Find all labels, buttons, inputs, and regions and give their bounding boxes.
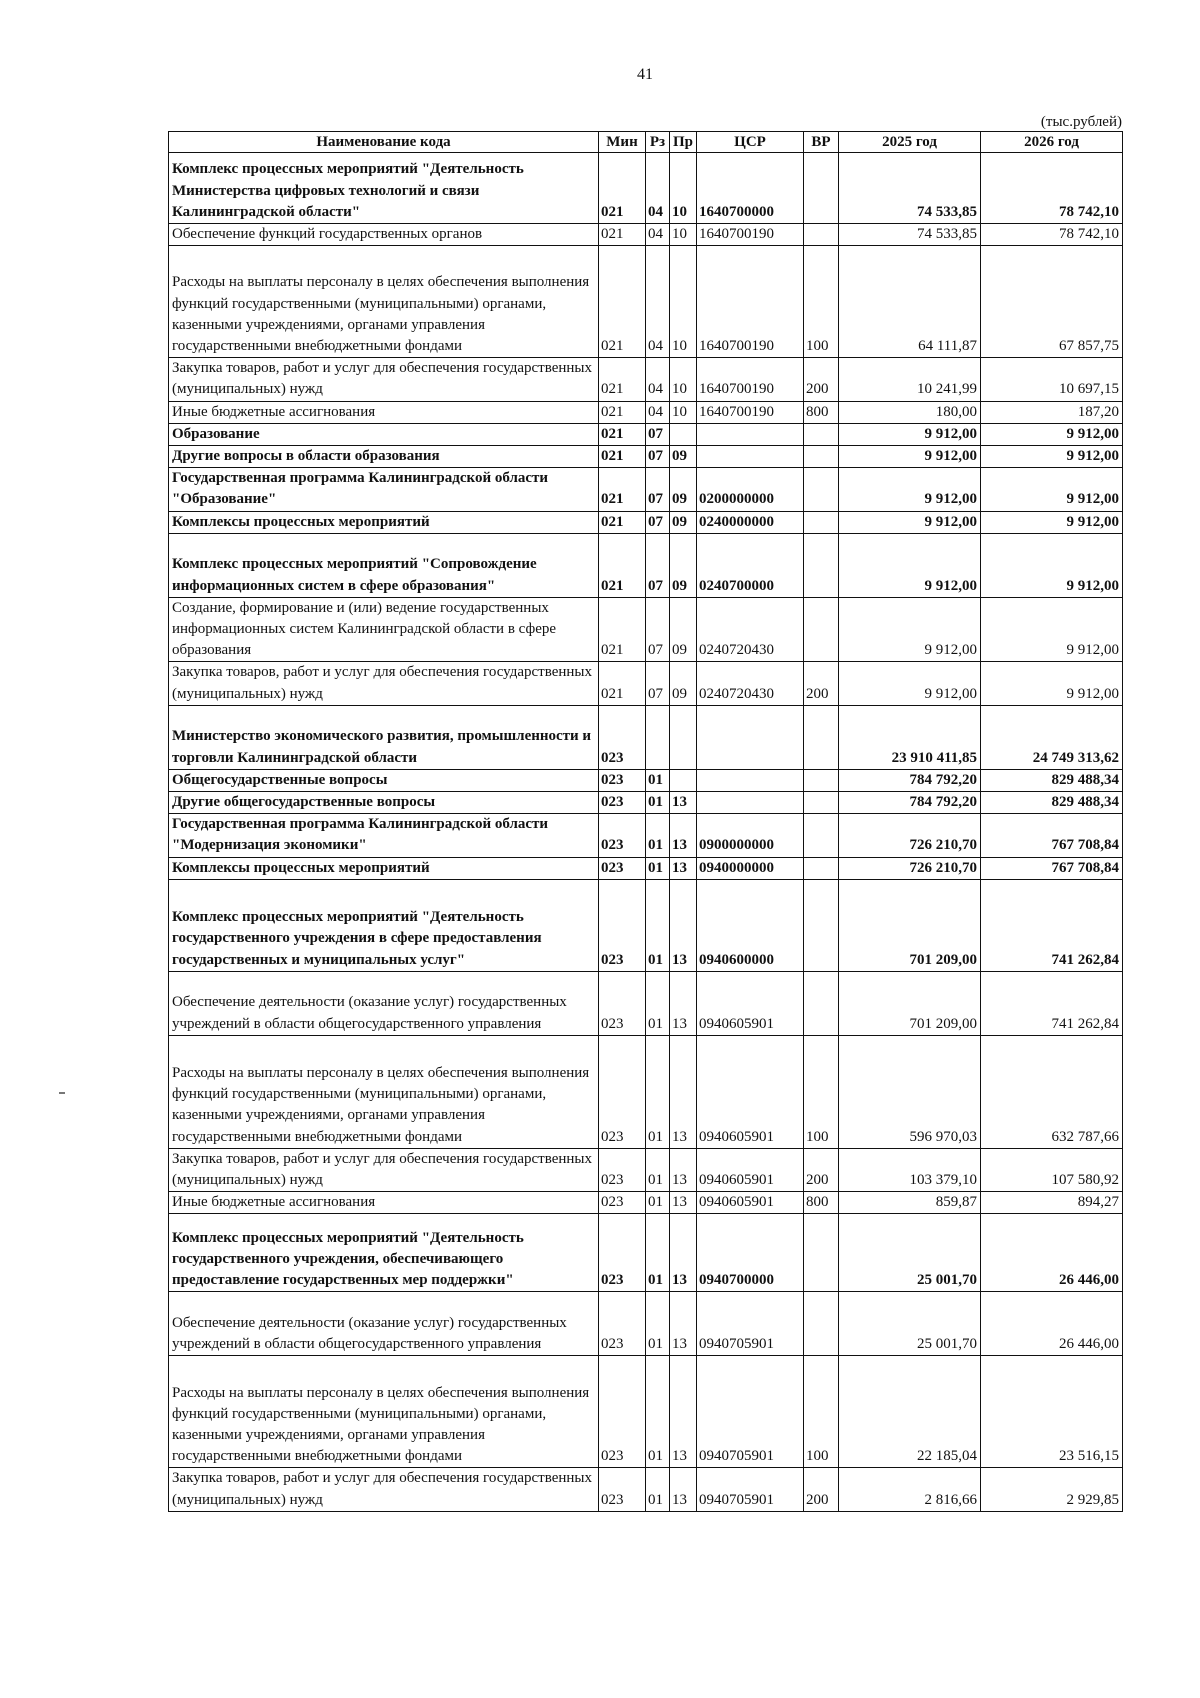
cell-min: 023 [599, 814, 646, 857]
cell-name: Образование [169, 423, 599, 445]
cell-min: 023 [599, 792, 646, 814]
cell-2026: 187,20 [981, 401, 1123, 423]
cell-csr [697, 423, 804, 445]
cell-min: 023 [599, 971, 646, 1035]
table-row [169, 1148, 1123, 1191]
cell-csr [697, 446, 804, 468]
cell-vr [804, 1214, 839, 1292]
cell-rz: 01 [646, 1192, 670, 1214]
cell-min: 021 [599, 153, 646, 224]
cell-rz: 04 [646, 401, 670, 423]
table-row [169, 446, 1123, 468]
cell-pr: 13 [670, 1148, 697, 1191]
cell-rz: 01 [646, 857, 670, 879]
cell-pr: 09 [670, 662, 697, 705]
table-row [169, 511, 1123, 533]
cell-pr: 09 [670, 511, 697, 533]
cell-vr [804, 224, 839, 246]
cell-name: Другие вопросы в области образования [169, 446, 599, 468]
cell-csr: 0200000000 [697, 468, 804, 511]
cell-min: 021 [599, 533, 646, 597]
cell-min: 023 [599, 1214, 646, 1292]
cell-vr: 100 [804, 246, 839, 358]
cell-csr: 0240720430 [697, 597, 804, 662]
cell-csr: 0940605901 [697, 971, 804, 1035]
cell-2025: 701 209,00 [839, 971, 981, 1035]
cell-2025: 9 912,00 [839, 423, 981, 445]
cell-2026: 9 912,00 [981, 533, 1123, 597]
cell-name: Государственная программа Калининградской области "Образование" [169, 468, 599, 511]
table-row [169, 814, 1123, 857]
cell-vr [804, 446, 839, 468]
cell-2025: 9 912,00 [839, 597, 981, 662]
cell-csr: 0940605901 [697, 1148, 804, 1191]
cell-pr: 10 [670, 358, 697, 401]
header-pr: Пр [670, 132, 697, 153]
cell-2026: 829 488,34 [981, 792, 1123, 814]
cell-vr [804, 423, 839, 445]
cell-2026: 9 912,00 [981, 597, 1123, 662]
cell-csr: 0940605901 [697, 1192, 804, 1214]
cell-vr: 800 [804, 401, 839, 423]
cell-2026: 23 516,15 [981, 1356, 1123, 1468]
cell-rz: 01 [646, 879, 670, 971]
table-row [169, 401, 1123, 423]
cell-rz: 04 [646, 246, 670, 358]
cell-vr: 200 [804, 1148, 839, 1191]
budget-table [168, 131, 1123, 1512]
cell-2026: 10 697,15 [981, 358, 1123, 401]
cell-name: Расходы на выплаты персоналу в целях обеспечения выполнения функций государственными (муниципальными) органами, казенными учреждениями, органами управления государственными внебюджетными фондами [169, 1356, 599, 1468]
cell-name: Обеспечение деятельности (оказание услуг) государственных учреждений в области общегосударственного управления [169, 971, 599, 1035]
cell-min: 023 [599, 705, 646, 769]
cell-min: 021 [599, 511, 646, 533]
cell-vr: 200 [804, 662, 839, 705]
cell-pr: 09 [670, 468, 697, 511]
cell-csr: 0940705901 [697, 1356, 804, 1468]
cell-vr [804, 511, 839, 533]
cell-2025: 74 533,85 [839, 224, 981, 246]
table-row [169, 879, 1123, 971]
cell-csr: 1640700000 [697, 153, 804, 224]
cell-min: 023 [599, 1356, 646, 1468]
cell-2026: 107 580,92 [981, 1148, 1123, 1191]
cell-2025: 25 001,70 [839, 1214, 981, 1292]
table-row [169, 533, 1123, 597]
cell-csr: 0940600000 [697, 879, 804, 971]
cell-min: 021 [599, 224, 646, 246]
header-vr: ВР [804, 132, 839, 153]
cell-2026: 632 787,66 [981, 1035, 1123, 1148]
cell-2026: 67 857,75 [981, 246, 1123, 358]
cell-pr: 13 [670, 1356, 697, 1468]
page-number: 41 [637, 66, 653, 83]
cell-pr: 13 [670, 1468, 697, 1511]
cell-2025: 9 912,00 [839, 446, 981, 468]
cell-2025: 10 241,99 [839, 358, 981, 401]
cell-2025: 596 970,03 [839, 1035, 981, 1148]
cell-rz: 01 [646, 769, 670, 791]
cell-csr: 1640700190 [697, 224, 804, 246]
cell-min: 023 [599, 1292, 646, 1356]
table-row [169, 246, 1123, 358]
cell-pr: 10 [670, 246, 697, 358]
cell-rz: 01 [646, 1356, 670, 1468]
cell-min: 021 [599, 468, 646, 511]
cell-name: Другие общегосударственные вопросы [169, 792, 599, 814]
table-row [169, 1035, 1123, 1148]
table-row [169, 705, 1123, 769]
cell-name: Комплексы процессных мероприятий [169, 857, 599, 879]
cell-2026: 78 742,10 [981, 153, 1123, 224]
cell-vr [804, 705, 839, 769]
cell-rz: 01 [646, 792, 670, 814]
table-row [169, 153, 1123, 224]
cell-csr: 0940700000 [697, 1214, 804, 1292]
cell-name: Государственная программа Калининградской области "Модернизация экономики" [169, 814, 599, 857]
cell-csr [697, 769, 804, 791]
cell-name: Иные бюджетные ассигнования [169, 1192, 599, 1214]
cell-name: Комплексы процессных мероприятий [169, 511, 599, 533]
cell-2026: 9 912,00 [981, 423, 1123, 445]
cell-name: Обеспечение деятельности (оказание услуг) государственных учреждений в области общегосударственного управления [169, 1292, 599, 1356]
header-2026: 2026 год [981, 132, 1123, 153]
cell-csr: 0940705901 [697, 1468, 804, 1511]
cell-pr [670, 769, 697, 791]
cell-vr [804, 814, 839, 857]
header-2025: 2025 год [839, 132, 981, 153]
cell-csr: 0940605901 [697, 1035, 804, 1148]
cell-rz: 01 [646, 971, 670, 1035]
cell-pr: 09 [670, 446, 697, 468]
cell-rz [646, 705, 670, 769]
cell-2026: 741 262,84 [981, 879, 1123, 971]
cell-vr [804, 468, 839, 511]
cell-vr [804, 879, 839, 971]
cell-csr: 1640700190 [697, 401, 804, 423]
header-rz: Рз [646, 132, 670, 153]
cell-pr: 10 [670, 401, 697, 423]
cell-rz: 04 [646, 358, 670, 401]
cell-name: Закупка товаров, работ и услуг для обеспечения государственных (муниципальных) нужд [169, 358, 599, 401]
cell-name: Общегосударственные вопросы [169, 769, 599, 791]
cell-2025: 784 792,20 [839, 792, 981, 814]
cell-vr [804, 792, 839, 814]
table-row [169, 224, 1123, 246]
cell-2026: 9 912,00 [981, 446, 1123, 468]
cell-pr [670, 705, 697, 769]
cell-vr [804, 153, 839, 224]
cell-pr: 13 [670, 879, 697, 971]
cell-pr: 13 [670, 1292, 697, 1356]
cell-2025: 859,87 [839, 1192, 981, 1214]
table-row [169, 468, 1123, 511]
table-row [169, 1214, 1123, 1292]
cell-min: 023 [599, 1148, 646, 1191]
cell-vr [804, 971, 839, 1035]
cell-2025: 784 792,20 [839, 769, 981, 791]
cell-rz: 07 [646, 533, 670, 597]
cell-min: 023 [599, 857, 646, 879]
cell-name: Закупка товаров, работ и услуг для обеспечения государственных (муниципальных) нужд [169, 1468, 599, 1511]
cell-min: 023 [599, 1035, 646, 1148]
cell-2025: 180,00 [839, 401, 981, 423]
cell-name: Создание, формирование и (или) ведение государственных информационных систем Калининградской области в сфере образования [169, 597, 599, 662]
table-row [169, 597, 1123, 662]
cell-rz: 01 [646, 1214, 670, 1292]
cell-pr: 13 [670, 814, 697, 857]
cell-pr: 09 [670, 597, 697, 662]
table-row [169, 857, 1123, 879]
cell-csr: 0240700000 [697, 533, 804, 597]
cell-pr: 13 [670, 857, 697, 879]
table-row [169, 971, 1123, 1035]
cell-rz: 07 [646, 423, 670, 445]
cell-csr: 1640700190 [697, 246, 804, 358]
cell-rz: 07 [646, 446, 670, 468]
table-row [169, 1356, 1123, 1468]
cell-pr: 13 [670, 1214, 697, 1292]
cell-2025: 22 185,04 [839, 1356, 981, 1468]
cell-rz: 04 [646, 224, 670, 246]
table-row [169, 792, 1123, 814]
cell-2025: 9 912,00 [839, 511, 981, 533]
cell-rz: 01 [646, 814, 670, 857]
cell-csr: 0940000000 [697, 857, 804, 879]
cell-min: 023 [599, 1192, 646, 1214]
cell-min: 021 [599, 358, 646, 401]
cell-2025: 9 912,00 [839, 468, 981, 511]
cell-min: 021 [599, 662, 646, 705]
cell-2025: 701 209,00 [839, 879, 981, 971]
cell-name: Комплекс процессных мероприятий "Сопровождение информационных систем в сфере образования" [169, 533, 599, 597]
cell-min: 021 [599, 597, 646, 662]
cell-min: 021 [599, 401, 646, 423]
cell-2026: 829 488,34 [981, 769, 1123, 791]
cell-rz: 07 [646, 468, 670, 511]
cell-2026: 741 262,84 [981, 971, 1123, 1035]
cell-2026: 9 912,00 [981, 662, 1123, 705]
cell-2025: 2 816,66 [839, 1468, 981, 1511]
cell-2025: 103 379,10 [839, 1148, 981, 1191]
cell-name: Комплекс процессных мероприятий "Деятельность государственного учреждения, обеспечивающего предоставление государственных мер поддержки" [169, 1214, 599, 1292]
table-row [169, 1192, 1123, 1214]
cell-rz: 01 [646, 1292, 670, 1356]
cell-min: 023 [599, 879, 646, 971]
cell-2026: 9 912,00 [981, 468, 1123, 511]
cell-2025: 74 533,85 [839, 153, 981, 224]
table-body [169, 153, 1123, 1512]
header-min: Мин [599, 132, 646, 153]
cell-vr: 800 [804, 1192, 839, 1214]
cell-vr [804, 533, 839, 597]
units-label: (тыс.рублей) [1040, 114, 1122, 130]
cell-2026: 9 912,00 [981, 511, 1123, 533]
cell-name: Закупка товаров, работ и услуг для обеспечения государственных (муниципальных) нужд [169, 662, 599, 705]
header-csr: ЦСР [697, 132, 804, 153]
cell-2025: 726 210,70 [839, 814, 981, 857]
cell-name: Иные бюджетные ассигнования [169, 401, 599, 423]
cell-2025: 64 111,87 [839, 246, 981, 358]
cell-2025: 23 910 411,85 [839, 705, 981, 769]
cell-2026: 767 708,84 [981, 857, 1123, 879]
table-row [169, 769, 1123, 791]
table-row [169, 662, 1123, 705]
cell-min: 023 [599, 769, 646, 791]
cell-pr: 13 [670, 792, 697, 814]
cell-csr [697, 705, 804, 769]
cell-2025: 9 912,00 [839, 533, 981, 597]
cell-vr: 200 [804, 1468, 839, 1511]
cell-vr [804, 769, 839, 791]
table-header-row [169, 132, 1123, 153]
cell-vr [804, 597, 839, 662]
cell-pr: 13 [670, 1035, 697, 1148]
cell-csr: 0240720430 [697, 662, 804, 705]
cell-2026: 2 929,85 [981, 1468, 1123, 1511]
cell-vr [804, 1292, 839, 1356]
cell-name: Комплекс процессных мероприятий "Деятельность Министерства цифровых технологий и связи Калининградской области" [169, 153, 599, 224]
cell-pr: 09 [670, 533, 697, 597]
cell-2026: 26 446,00 [981, 1292, 1123, 1356]
cell-vr [804, 857, 839, 879]
cell-vr: 200 [804, 358, 839, 401]
cell-2026: 78 742,10 [981, 224, 1123, 246]
cell-rz: 01 [646, 1468, 670, 1511]
cell-pr: 13 [670, 971, 697, 1035]
cell-vr: 100 [804, 1356, 839, 1468]
cell-csr [697, 792, 804, 814]
cell-name: Министерство экономического развития, промышленности и торговли Калининградской области [169, 705, 599, 769]
cell-rz: 04 [646, 153, 670, 224]
cell-min: 021 [599, 246, 646, 358]
cell-min: 021 [599, 423, 646, 445]
cell-rz: 01 [646, 1148, 670, 1191]
header-name: Наименование кода [169, 132, 599, 153]
cell-2026: 767 708,84 [981, 814, 1123, 857]
cell-2025: 25 001,70 [839, 1292, 981, 1356]
cell-rz: 07 [646, 662, 670, 705]
cell-csr: 0240000000 [697, 511, 804, 533]
cell-csr: 0900000000 [697, 814, 804, 857]
cell-name: Обеспечение функций государственных органов [169, 224, 599, 246]
table-row [169, 423, 1123, 445]
cell-2026: 894,27 [981, 1192, 1123, 1214]
cell-vr: 100 [804, 1035, 839, 1148]
cell-min: 023 [599, 1468, 646, 1511]
table-row [169, 1468, 1123, 1511]
cell-pr [670, 423, 697, 445]
cell-rz: 07 [646, 597, 670, 662]
cell-csr: 1640700190 [697, 358, 804, 401]
cell-rz: 07 [646, 511, 670, 533]
table-row [169, 1292, 1123, 1356]
table-row [169, 358, 1123, 401]
cell-min: 021 [599, 446, 646, 468]
cell-rz: 01 [646, 1035, 670, 1148]
scan-artifact [59, 1092, 65, 1094]
cell-2025: 9 912,00 [839, 662, 981, 705]
cell-name: Расходы на выплаты персоналу в целях обеспечения выполнения функций государственными (муниципальными) органами, казенными учреждениями, органами управления государственными внебюджетными фондами [169, 1035, 599, 1148]
cell-2026: 24 749 313,62 [981, 705, 1123, 769]
cell-2025: 726 210,70 [839, 857, 981, 879]
cell-name: Расходы на выплаты персоналу в целях обеспечения выполнения функций государственными (муниципальными) органами, казенными учреждениями, органами управления государственными внебюджетными фондами [169, 246, 599, 358]
cell-name: Закупка товаров, работ и услуг для обеспечения государственных (муниципальных) нужд [169, 1148, 599, 1191]
cell-name: Комплекс процессных мероприятий "Деятельность государственного учреждения в сфере предоставления государственных и муниципальных услуг" [169, 879, 599, 971]
cell-pr: 10 [670, 224, 697, 246]
cell-csr: 0940705901 [697, 1292, 804, 1356]
cell-pr: 13 [670, 1192, 697, 1214]
cell-pr: 10 [670, 153, 697, 224]
cell-2026: 26 446,00 [981, 1214, 1123, 1292]
